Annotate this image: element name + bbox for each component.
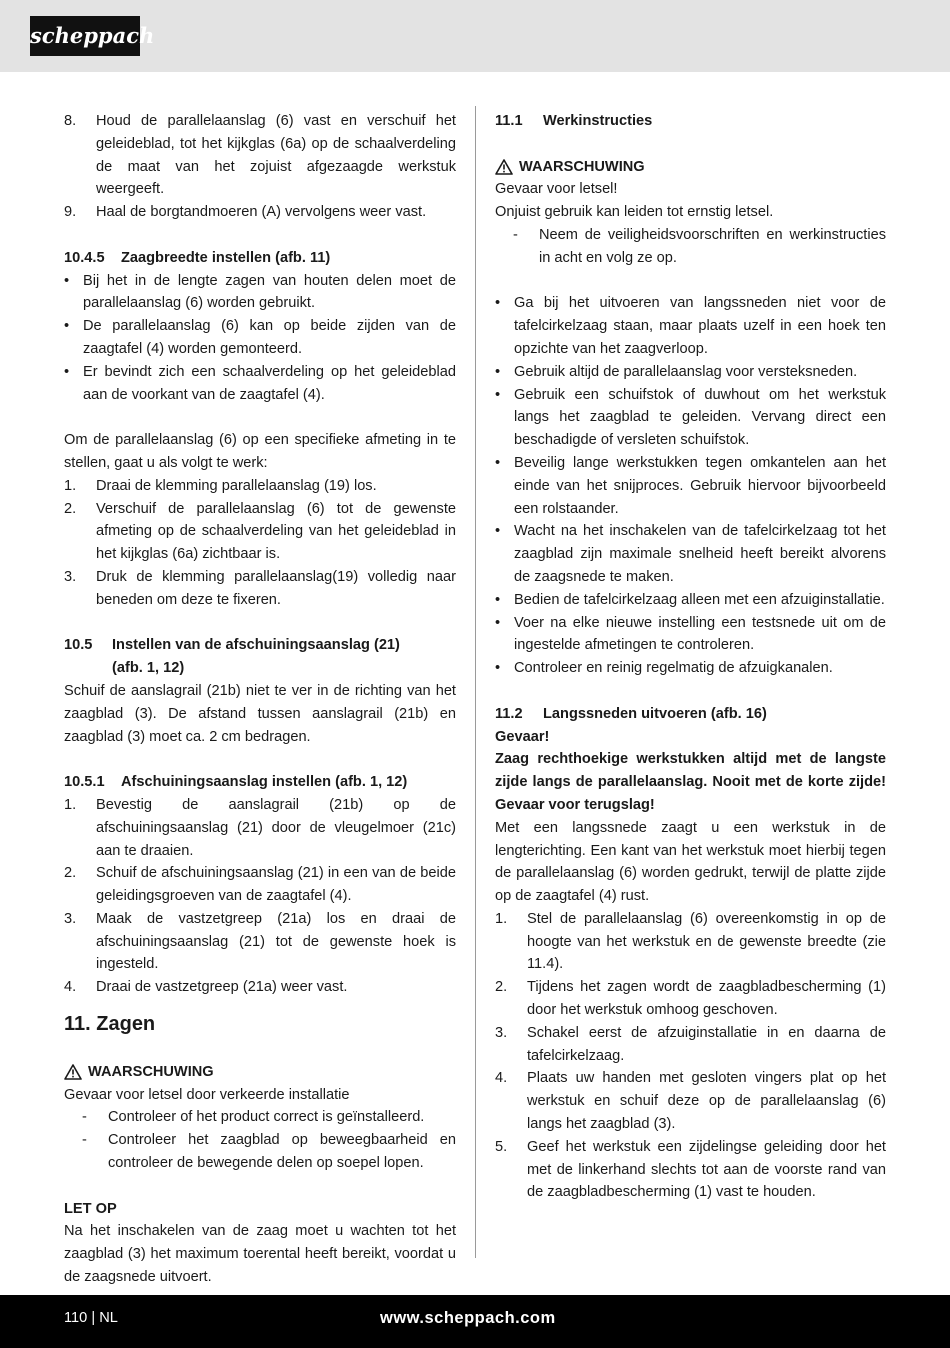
list-item: 2. Verschuif de parallelaanslag (6) tot de gewenste afmeting op de schaalverdeling van het geleideblad in het kijkglas (6a) zichtbaar is. (64, 500, 456, 563)
left-column (64, 110, 456, 1289)
column-divider (475, 106, 476, 1258)
list-item: 8. Houd de parallelaanslag (6) vast en verschuif het geleideblad, tot het kijkglas (6a) op de schaalverdeling de maat van het zojuist afgezaagde werkstuk weergeeft. (64, 113, 456, 198)
list-item: 4. Draai de vastzetgreep (21a) weer vast. (64, 979, 348, 996)
page-footer (0, 1295, 950, 1348)
bullet-item: • Beveilig lange werkstukken tegen omkantelen aan het einde van het snijproces. Gebruik hiervoor bijvoorbeeld een rolstaander. (495, 454, 886, 517)
list-item: 1. Stel de parallelaanslag (6) overeenkomstig in op de hoogte van het werkstuk en de gewenste breedte (zie 11.4). (495, 910, 886, 973)
section-heading-10-5-1: 10.5.1 Afschuiningsaanslag instellen (afb. 1, 12) (64, 774, 408, 791)
bullet-item: • Gebruik altijd de parallelaanslag voor versteksneden. (495, 363, 858, 380)
warning-triangle-icon (64, 1064, 82, 1080)
warning-heading: WAARSCHUWING (64, 1061, 456, 1084)
right-column (495, 110, 886, 1204)
section-heading-10-5-ref: (afb. 1, 12) (112, 660, 185, 677)
list-item: 5. Geef het werkstuk een zijdelingse geleiding door het met de linkerhand slechts tot aan de voorste rand van de zaagbladbescherming (1) vast te houden. (495, 1138, 886, 1201)
bullet-item: • Bij het in de lengte zagen van houten delen moet de parallelaanslag (6) worden gebruikt. (64, 272, 456, 312)
list-item: 1. Bevestig de aanslagrail (21b) op de afschuiningsaanslag (21) door de vleugelmoer (21c) aan te draaien. (64, 796, 456, 859)
dash-item: - Neem de veiligheidsvoorschriften en werkinstructies in acht en volg ze op. (513, 226, 886, 266)
list-item: 1. Draai de klemming parallelaanslag (19) los. (64, 477, 377, 494)
section-heading-11-1: 11.1 Werkinstructies (495, 113, 653, 129)
list-item: 3. Maak de vastzetgreep (21a) los en draai de afschuiningsaanslag (21) tot de gewenste hoek is ingesteld. (64, 910, 456, 973)
danger-label: Gevaar! (495, 728, 550, 745)
dash-item: - Controleer of het product correct is geïnstalleerd. (82, 1109, 425, 1126)
paragraph: Met een langssnede zaagt u een werkstuk in de lengterichting. Een kant van het werkstuk moet hierbij tegen de parallelaanslag (6) worden gedrukt, terwijl de platte zijde op de zaagtafel (4) rust. (495, 819, 886, 905)
section-heading-11: 11. Zagen (64, 1013, 156, 1036)
bullet-item: • Ga bij het uitvoeren van langssneden niet voor de tafelcirkelzaag staan, maar plaats uzelf in een hoek ten opzichte van het zaagverloop. (495, 295, 886, 357)
warning-text: Gevaar voor letsel! (495, 181, 618, 198)
bullet-item: • Er bevindt zich een schaalverdeling op het geleideblad aan de voorkant van de zaagtafel (4). (64, 363, 456, 403)
page-header (0, 0, 950, 72)
note-heading: LET OP (64, 1200, 117, 1217)
list-item: 3. Schakel eerst de afzuiginstallatie in en daarna de tafelcirkelzaag. (495, 1024, 886, 1064)
list-item: 2. Tijdens het zagen wordt de zaagbladbescherming (1) door het werkstuk omhoog geschoven. (495, 979, 886, 1019)
section-heading-10-5: 10.5 Instellen van de afschuiningsaanslag (21) (64, 637, 400, 654)
bullet-item: • Wacht na het inschakelen van de tafelcirkelzaag tot het zaagblad zijn maximale snelheid heeft bereikt alvorens de zaagsnede te maken. (495, 523, 886, 585)
danger-text: Zaag rechthoekige werkstukken altijd met de langste zijde langs de parallelaanslag. Nooit met de korte zijde! Gevaar voor terugslag! (495, 751, 886, 813)
section-heading-11-2: 11.2 Langssneden uitvoeren (afb. 16) (495, 705, 767, 722)
website-link[interactable]: www.scheppach.com (380, 1309, 556, 1327)
scheppach-logo: scheppach (30, 16, 140, 56)
page-number: 110 | NL (64, 1310, 118, 1326)
bullet-item: • Bedien de tafelcirkelzaag alleen met een afzuiginstallatie. (495, 591, 885, 608)
warning-triangle-icon (495, 159, 513, 175)
bullet-item: • Voer na elke nieuwe instelling een testsnede uit om de ingestelde afmetingen te controleren. (495, 614, 886, 654)
warning-text: Gevaar voor letsel door verkeerde installatie (64, 1086, 350, 1103)
list-item: 3. Druk de klemming parallelaanslag(19) volledig naar beneden om deze te fixeren. (64, 568, 456, 608)
dash-item: - Controleer het zaagblad op beweegbaarheid en controleer de bewegende delen op soepel lopen. (82, 1132, 456, 1172)
list-item: 4. Plaats uw handen met gesloten vingers plat op het werkstuk en schuif deze op de parallelaanslag (6) langs het zaagblad (3). (495, 1070, 886, 1133)
list-item: 2. Schuif de afschuiningsaanslag (21) in een van de beide geleidingsgroeven van de zaagtafel (4). (64, 865, 456, 905)
bullet-item: • De parallelaanslag (6) kan op beide zijden van de zaagtafel (4) worden gemonteerd. (64, 318, 456, 357)
warning-heading: WAARSCHUWING (495, 156, 886, 179)
bullet-item: • Gebruik een schuifstok of duwhout om het werkstuk langs het zaagblad te geleiden. Vervang direct een beschadigde of versleten schuifstok. (495, 386, 886, 449)
section-heading-10-4-5: 10.4.5 Zaagbreedte instellen (afb. 11) (64, 249, 331, 266)
paragraph: Om de parallelaanslag (6) op een specifieke afmeting in te stellen, gaat u als volgt te werk: (64, 432, 456, 471)
list-item: 9. Haal de borgtandmoeren (A) vervolgens weer vast. (64, 204, 427, 221)
bullet-item: • Controleer en reinig regelmatig de afzuigkanalen. (495, 660, 833, 677)
paragraph: Schuif de aanslagrail (21b) niet te ver in de richting van het zaagblad (3). De afstand tussen aanslagrail (21b) en zaagblad (3) moet ca. 2 cm bedragen. (64, 682, 456, 745)
warning-text: Onjuist gebruik kan leiden tot ernstig letsel. (495, 204, 774, 221)
note-text: Na het inschakelen van de zaag moet u wachten tot het zaagblad (3) het maximum toerental heeft bereikt, voordat u de zaagsnede uitvoert. (64, 1223, 456, 1286)
